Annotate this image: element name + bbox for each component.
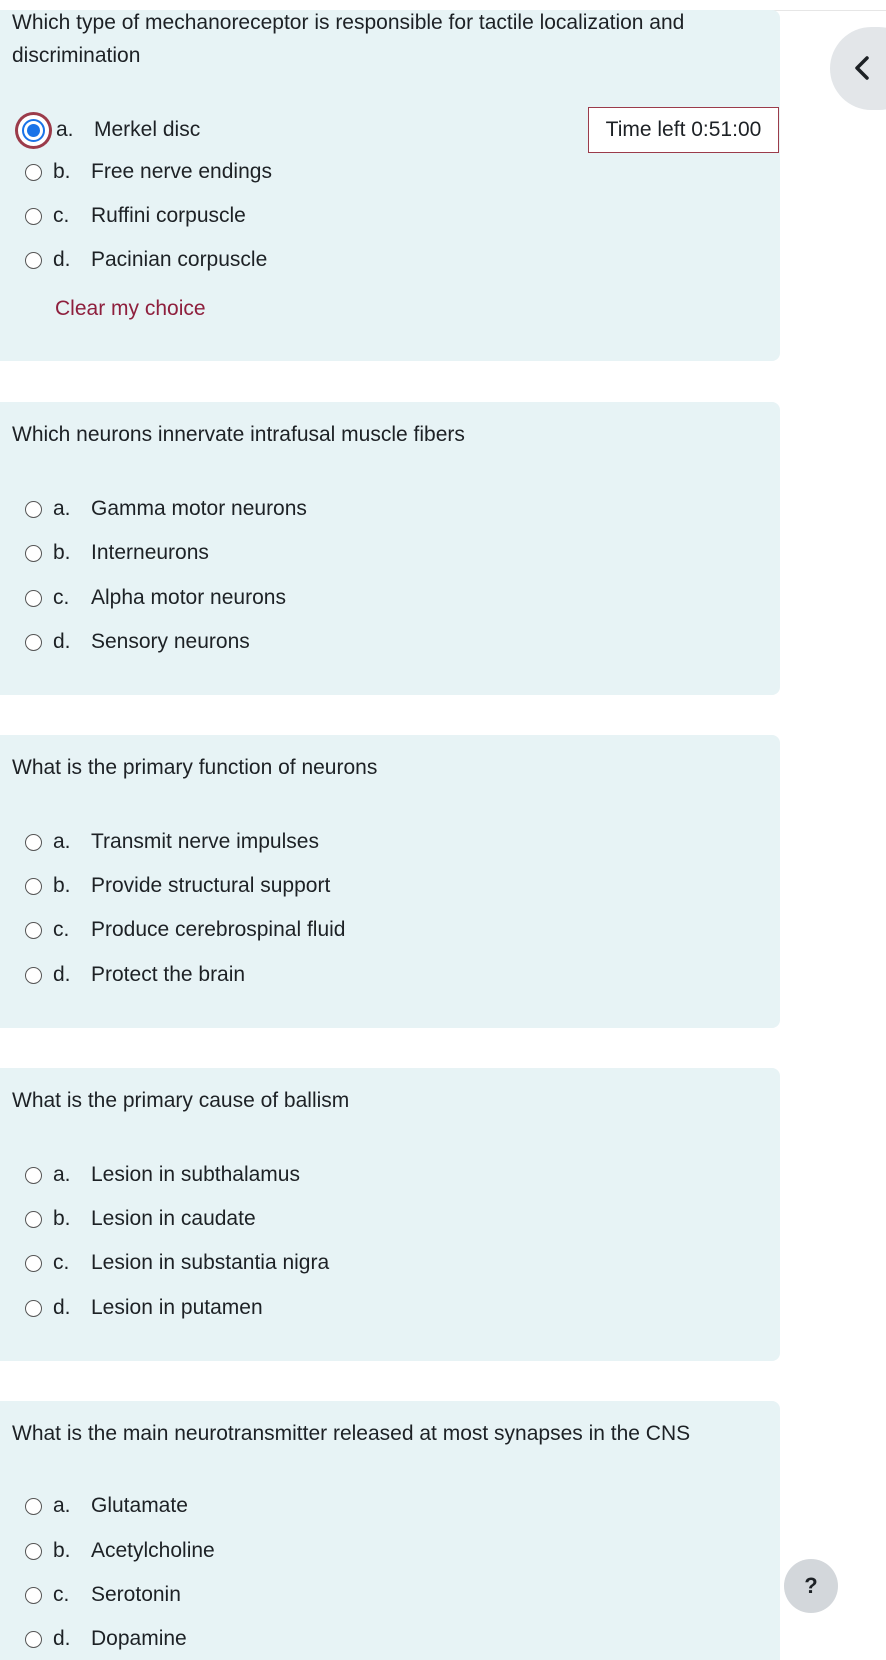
answer-option-a[interactable] — [22, 115, 522, 145]
radio-button[interactable] — [25, 164, 42, 181]
option-label: Glutamate — [91, 1494, 188, 1517]
option-letter: b. — [53, 541, 71, 564]
option-letter: d. — [53, 248, 71, 271]
radio-button[interactable] — [25, 1587, 42, 1604]
radio-button[interactable] — [25, 590, 42, 607]
option-letter: c. — [53, 1251, 70, 1274]
answer-option-b[interactable] — [22, 871, 522, 901]
answer-option-c[interactable] — [22, 915, 522, 945]
option-letter: d. — [53, 1627, 71, 1650]
question-text: What is the primary function of neurons — [12, 756, 378, 779]
answer-option-a[interactable] — [22, 1160, 522, 1190]
answer-option-d[interactable] — [22, 1624, 522, 1654]
option-letter: a. — [53, 1163, 71, 1186]
radio-button[interactable] — [25, 1543, 42, 1560]
option-letter: a. — [53, 497, 71, 520]
option-label: Serotonin — [91, 1583, 181, 1606]
option-label: Transmit nerve impulses — [91, 830, 319, 853]
answer-option-a[interactable] — [22, 1491, 522, 1521]
option-letter: b. — [53, 874, 71, 897]
option-label: Produce cerebrospinal fluid — [91, 918, 346, 941]
option-label: Dopamine — [91, 1627, 187, 1650]
radio-button[interactable] — [25, 967, 42, 984]
option-letter: a. — [56, 118, 74, 141]
option-letter: d. — [53, 630, 71, 653]
radio-button[interactable] — [25, 878, 42, 895]
radio-button[interactable] — [25, 834, 42, 851]
answer-option-b[interactable] — [22, 538, 522, 568]
option-letter: a. — [53, 830, 71, 853]
option-letter: c. — [53, 1583, 70, 1606]
radio-button[interactable] — [25, 1631, 42, 1648]
option-label: Lesion in caudate — [91, 1207, 256, 1230]
question-card-2 — [0, 402, 780, 695]
help-button[interactable]: ? — [784, 1559, 838, 1613]
option-label: Free nerve endings — [91, 160, 272, 183]
option-label: Provide structural support — [91, 874, 331, 897]
question-card-3 — [0, 735, 780, 1028]
option-label: Pacinian corpuscle — [91, 248, 268, 271]
question-text: What is the primary cause of ballism — [12, 1089, 350, 1112]
radio-button[interactable] — [25, 1300, 42, 1317]
radio-button[interactable] — [25, 1211, 42, 1228]
option-label: Gamma motor neurons — [91, 497, 307, 520]
option-letter: c. — [53, 918, 70, 941]
option-letter: b. — [53, 160, 71, 183]
radio-button[interactable] — [25, 634, 42, 651]
answer-option-d[interactable] — [22, 960, 522, 990]
radio-button[interactable] — [25, 1255, 42, 1272]
answer-option-b[interactable] — [22, 1536, 522, 1566]
question-text: What is the main neurotransmitter released at most synapses in the CNS — [12, 1422, 691, 1445]
question-text: Which type of mechanoreceptor is responsible for tactile localization and discrimination — [12, 11, 685, 67]
option-letter: c. — [53, 204, 70, 227]
answer-option-d[interactable] — [22, 627, 522, 657]
question-card-5 — [0, 1401, 780, 1660]
option-label: Ruffini corpuscle — [91, 204, 246, 227]
option-label: Protect the brain — [91, 963, 246, 986]
option-letter: c. — [53, 586, 70, 609]
answer-option-c[interactable] — [22, 1248, 522, 1278]
answer-option-b[interactable] — [22, 1204, 522, 1234]
option-label: Sensory neurons — [91, 630, 250, 653]
radio-button[interactable] — [25, 1498, 42, 1515]
option-label: Lesion in putamen — [91, 1296, 263, 1319]
drawer-toggle-button[interactable] — [830, 27, 886, 110]
option-label: Acetylcholine — [91, 1539, 215, 1562]
answer-option-b[interactable] — [22, 157, 522, 187]
question-card-4 — [0, 1068, 780, 1361]
radio-button[interactable] — [25, 501, 42, 518]
option-letter: b. — [53, 1539, 71, 1562]
option-letter: b. — [53, 1207, 71, 1230]
answer-option-d[interactable] — [22, 245, 522, 275]
radio-button[interactable] — [25, 252, 42, 269]
radio-button[interactable] — [25, 208, 42, 225]
answer-option-c[interactable] — [22, 201, 522, 231]
radio-button[interactable] — [25, 545, 42, 562]
answer-option-d[interactable] — [22, 1293, 522, 1323]
answer-option-c[interactable] — [22, 583, 522, 613]
answer-option-a[interactable] — [22, 494, 522, 524]
radio-button[interactable] — [25, 1167, 42, 1184]
option-label: Alpha motor neurons — [91, 586, 286, 609]
option-label: Interneurons — [91, 541, 209, 564]
answer-option-c[interactable] — [22, 1580, 522, 1610]
option-letter: a. — [53, 1494, 71, 1517]
time-left-timer: Time left 0:51:00 — [588, 107, 779, 153]
option-label: Lesion in substantia nigra — [91, 1251, 330, 1274]
question-card-1 — [0, 10, 780, 361]
option-letter: d. — [53, 963, 71, 986]
option-label: Lesion in subthalamus — [91, 1163, 300, 1186]
option-letter: d. — [53, 1296, 71, 1319]
clear-choice-link[interactable]: Clear my choice — [55, 297, 206, 320]
question-text: Which neurons innervate intrafusal muscle fibers — [12, 423, 465, 446]
chevron-left-icon — [852, 55, 872, 81]
radio-button-checked[interactable] — [22, 119, 45, 142]
radio-button[interactable] — [25, 922, 42, 939]
answer-option-a[interactable] — [22, 827, 522, 857]
option-label: Merkel disc — [94, 118, 201, 141]
